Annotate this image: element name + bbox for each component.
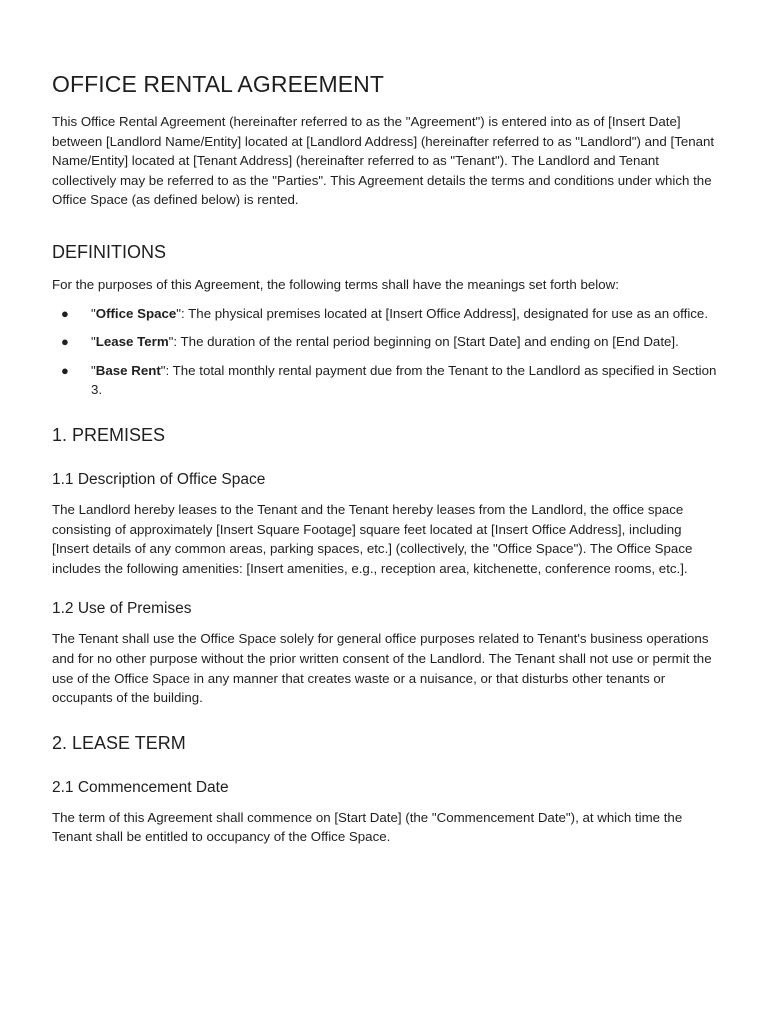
definition-text: : The duration of the rental period beginning on [Start Date] and ending on [End Date]. <box>173 334 679 350</box>
section-1-heading: 1. PREMISES <box>52 424 166 445</box>
definition-item-lease-term: ● "Lease Term": The duration of the rental period beginning on [Start Date] and ending on [End Date]. <box>52 332 722 352</box>
definitions-list <box>52 304 722 400</box>
bullet-icon: ● <box>61 334 69 350</box>
bullet-icon: ● <box>61 362 69 378</box>
definition-term: Office Space <box>95 305 177 321</box>
document-page <box>52 68 722 847</box>
section-2-1-text: The term of this Agreement shall commence on [Start Date] (the "Commencement Date"), at which time the Tenant shall be entitled to occupancy of the Office Space. <box>52 809 683 845</box>
bullet-icon: ● <box>61 305 69 321</box>
section-2-heading: 2. LEASE TERM <box>52 732 186 753</box>
definition-text: : The total monthly rental payment due from the Tenant to the Landlord as specified in Section 3. <box>91 362 717 398</box>
intro-paragraph: This Office Rental Agreement (hereinafter referred to as the "Agreement") is entered into as of [Insert Date] between [Landlord Name/Entity] located at [Landlord Address] (hereinafter referred to as "Landlord") and [Tenant Name/Entity] located at [Tenant Address] (hereinafter referred to as "Tenant"). The Landlord and Tenant collectively may be referred to as the "Parties". This Agreement details the terms and conditions under which the Office Space (as defined below) is rented. <box>52 114 715 208</box>
definitions-lead: For the purposes of this Agreement, the following terms shall have the meanings set forth below: <box>52 276 619 292</box>
section-1-2-text: The Tenant shall use the Office Space solely for general office purposes related to Tenant's business operations and for no other purpose without the prior written consent of the Landlord. The Tenant shall not use or permit the use of the Office Space in any manner that creates waste or a nuisance, or that disturbs other tenants or occupants of the building. <box>52 631 712 706</box>
section-1-1-text: The Landlord hereby leases to the Tenant and the Tenant hereby leases from the Landlord, the office space consisting of approximately [Insert Square Footage] square feet located at [Insert Office Address], including [Insert details of any common areas, parking spaces, etc.] (collectively, the "Office Space"). The Office Space includes the following amenities: [Insert amenities, e.g., reception area, kitchenette, conference rooms, etc.]. <box>52 501 693 576</box>
definition-text: : The physical premises located at [Insert Office Address], designated for use as an office. <box>181 305 709 321</box>
section-1-2-heading: 1.2 Use of Premises <box>52 600 192 618</box>
definition-term: Lease Term <box>95 334 169 350</box>
section-2-1-heading: 2.1 Commencement Date <box>52 778 229 796</box>
document-title: OFFICE RENTAL AGREEMENT <box>52 71 385 97</box>
definitions-heading: DEFINITIONS <box>52 241 167 262</box>
section-1-1-heading: 1.1 Description of Office Space <box>52 470 266 488</box>
definition-item-office-space: ● "Office Space": The physical premises located at [Insert Office Address], designated for use as an office. <box>52 304 722 324</box>
definition-term: Base Rent <box>95 362 161 378</box>
definition-item-base-rent: ● "Base Rent": The total monthly rental payment due from the Tenant to the Landlord as specified in Section 3. <box>61 362 717 398</box>
